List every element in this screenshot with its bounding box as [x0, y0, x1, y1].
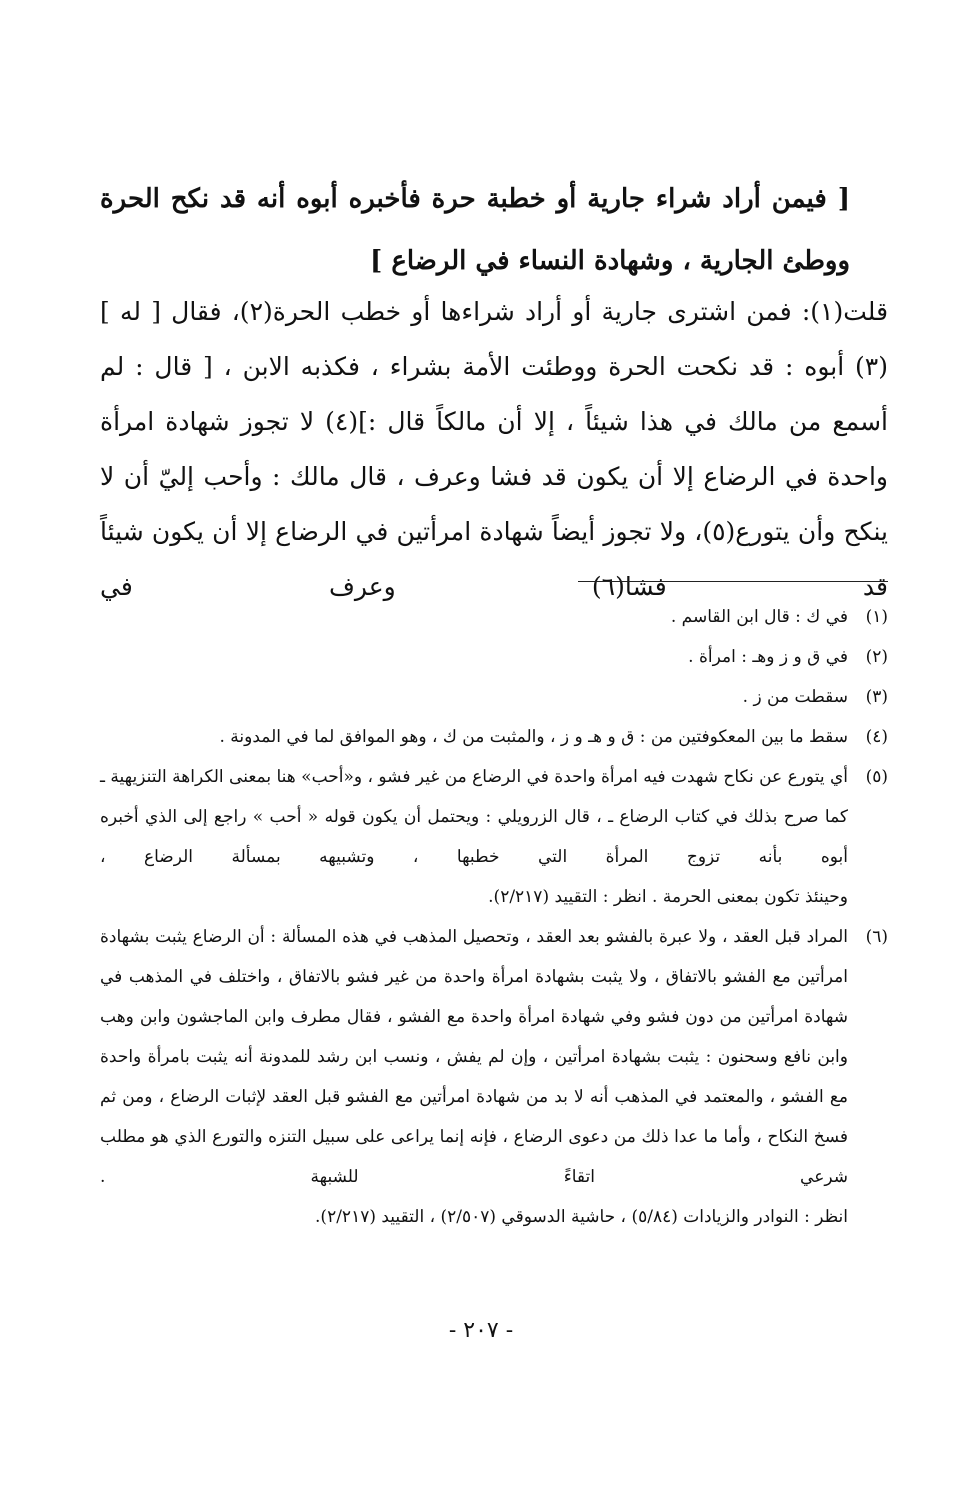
footnote-1: [100, 597, 888, 637]
footnote-number: (١): [865, 607, 888, 627]
footnote-text-last-line: وحينئذ تكون بمعنى الحرمة . انظر : التقييد (٢/٢١٧).: [488, 887, 848, 907]
page-number: - ٢٠٧ -: [448, 1318, 514, 1343]
footnote-divider: [578, 581, 888, 582]
footnote-number: (٣): [865, 687, 888, 707]
footnote-4: [100, 717, 888, 757]
footnote-number: (٢): [865, 647, 888, 667]
footnote-6: [100, 917, 888, 1237]
footnote-text: المراد قبل العقد ، ولا عبرة بالفشو بعد العقد ، وتحصيل المذهب في هذه المسألة : أن الرضاع يثبت بشهادة امرأتين مع الفشو بالاتفاق ، ولا يثبت بشهادة امرأة واحدة من غير فشو بالاتفاق ، واختلف في المذهب في شهادة امرأتين من دون فشو وفي شهادة امرأة واحدة مع الفشو ، فقال مطرف وابن الماجشون وابن وهب وابن نافع وسحنون : يثبت بشهادة امرأتين ، وإن لم يفش ، ونسب ابن رشد للمدونة أنه يثبت بامرأة واحدة مع الفشو ، والمعتمد في المذهب أنه لا بد من شهادة امرأتين مع الفشو قبل العقد لإثبات الرضاع ، ومن ثم فسخ النكاح ، وأما ما عدا ذلك من دعوى الرضاع ، فإنه إنما يراعى على سبيل التنزه والتورع الذي هو مطلب شرعي اتقاءً للشبهة .: [100, 927, 848, 1187]
footnote-2: [100, 637, 888, 677]
footnote-text-block: [100, 917, 848, 1237]
footnote-number: (٦): [865, 927, 888, 947]
footnote-text: سقطت من ز .: [742, 687, 848, 707]
footnote-number: (٤): [865, 727, 888, 747]
main-text: قلت(١): فمن اشترى جارية أو أراد شراءها أو خطب الحرة(٢)، فقال [ له ](٣) أبوه : قد نكحت الحرة ووطئت الأمة بشراء ، فكذبه الابن ، [ قال : لم أسمع من مالك في هذا شيئاً ، إلا أن مالكاً قال :](٤) لا تجوز شهادة امرأة واحدة في الرضاع إلا أن يكون قد فشا وعرف ، قال مالك : وأحب إليّ أن لا ينكح وأن يتورع(٥)، ولا تجوز أيضاً شهادة امرأتين في الرضاع إلا أن يكون شيئاً قد فشا(٦) وعرف في: [100, 297, 889, 601]
footnote-3: [100, 677, 888, 717]
footnote-text-block: [100, 757, 848, 917]
footnote-number: (٥): [865, 767, 888, 787]
section-heading: [ فيمن أراد شراء جارية أو خطبة حرة فأخبره أبوه أنه قد نكح الحرة ووطئ الجارية ، وشهادة النساء في الرضاع ]: [100, 184, 850, 276]
footnote-text-last-line: انظر : النوادر والزيادات (٥/٨٤) ، حاشية الدسوقي (٢/٥٠٧) ، التقييد (٢/٢١٧).: [315, 1207, 848, 1227]
footnote-text: في ك : قال ابن القاسم .: [670, 607, 848, 627]
footnote-5: [100, 757, 888, 917]
footnotes: [100, 597, 888, 1237]
footnote-text: سقط ما بين المعكوفتين من : ق و هـ و ز ، والمثبت من ك ، وهو الموافق لما في المدونة .: [219, 727, 848, 747]
footnote-text: في ق و ز وهـ : امرأة .: [688, 647, 848, 667]
footnote-text: أي يتورع عن نكاح شهدت فيه امرأة واحدة في الرضاع من غير فشو ، و«أحب» هنا بمعنى الكراهة التنزيهية ـ كما صرح بذلك في كتاب الرضاع ـ ، قال الزرويلي : ويحتمل أن يكون قوله « أحب » راجع إلى الذي أخبره أبوه بأنه تزوج المرأة التي خطبها ، وتشبيهه بمسألة الرضاع ،: [100, 767, 848, 867]
